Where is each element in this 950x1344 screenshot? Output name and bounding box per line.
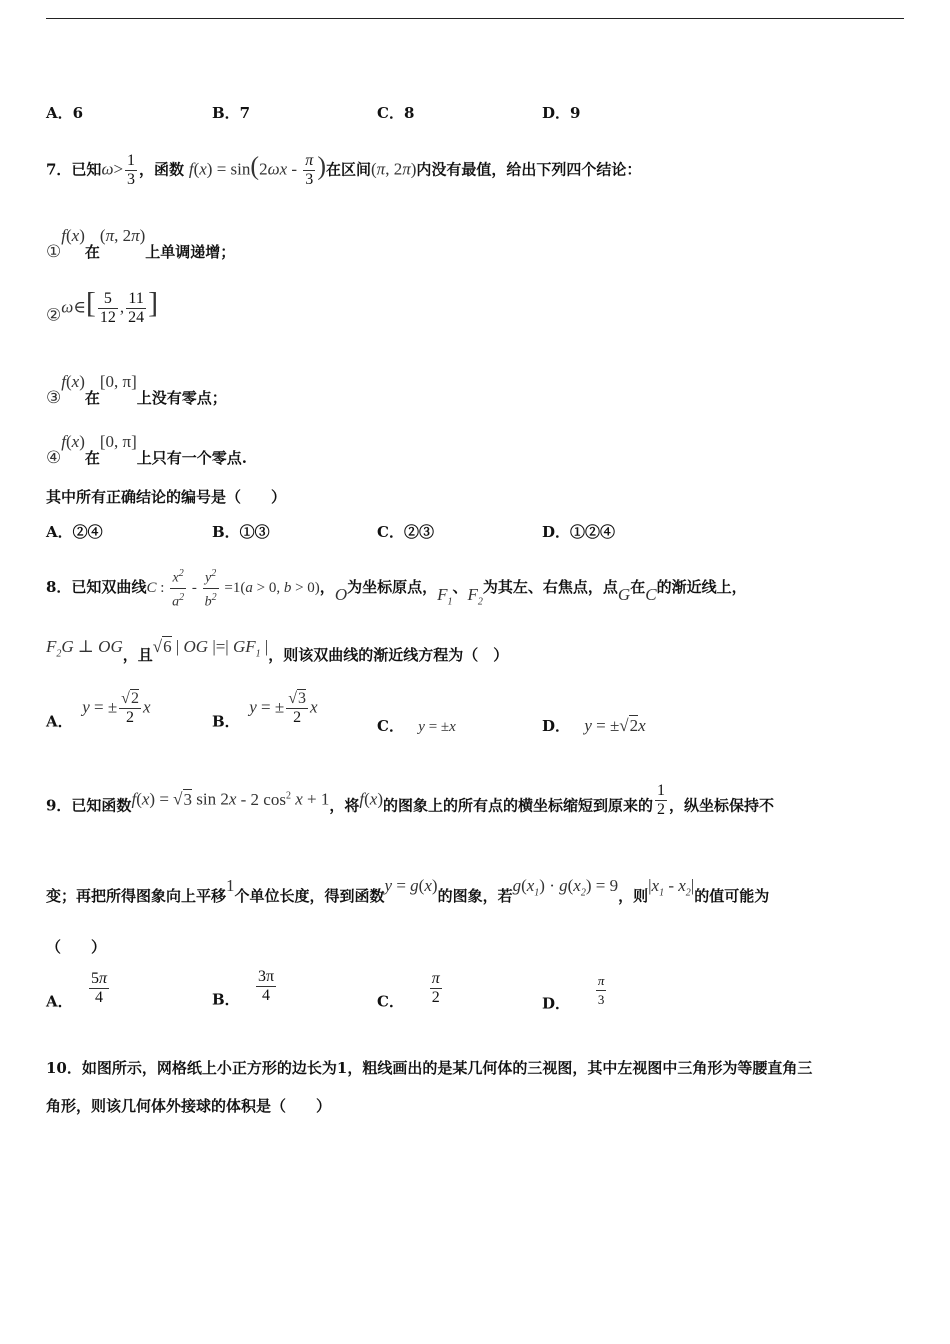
q8-stem-line2: $F_2G$ ⊥ OG，且√6 | OG |=| $GF_1$ |，则该双曲线的渐近线方程为（ ）: [46, 637, 509, 664]
q6-option-d: D．9: [542, 104, 581, 122]
q9-stem-line3: （ ）: [46, 938, 107, 956]
q8-stem-line1: 8．已知双曲线C : $\frac{x^2}{a^2}$ - $\frac{y^2}{b^2}$ =1(a > 0, b > 0)，O为坐标原点，$F_1$、$F_2$为其左、右焦点，点G在C的渐近线上，: [46, 565, 747, 613]
header-rule: [46, 18, 904, 19]
q9-option-a: A． $\frac{5\pi}{4}$: [46, 970, 107, 1011]
q8-option-d: D． y = ±√2x: [542, 716, 646, 735]
q7-statement-2: ②ω∈[ $\frac{5}{12}$ , $\frac{11}{24}$ ]: [46, 286, 159, 326]
q7-option-a: A．②④: [46, 523, 103, 541]
q7-option-c: C．②③: [377, 523, 434, 541]
q8-option-a: A． y = ± $\frac{√2}{2}$ x: [46, 690, 151, 731]
q9-option-c: C． $\frac{\pi}{2}$: [377, 970, 440, 1011]
q7-question: 其中所有正确结论的编号是（ ）: [46, 488, 287, 506]
q8-option-c: C． y = ±x: [377, 717, 456, 735]
q7-statement-3: ③f(x)在[0, π]上没有零点；: [46, 372, 227, 407]
q7-stem: 7．已知ω> $\frac{1}{3}$ ，函数 f(x) = sin(2ωx - $\frac{\pi}{3}$ )在区间(π, 2π)内没有最值，给出下列四个结论：: [46, 151, 642, 188]
q9-stem-line1: 9．已知函数f(x) = √3 sin 2x - 2 $\cos^2 x + 1$，将f(x)的图象上的所有点的横坐标缩短到原来的 $\frac{1}{2}$ ，纵坐标保持不: [46, 782, 775, 818]
q6-option-a: A．6: [46, 104, 84, 122]
q9-option-d: D． $\frac{\pi}{3}$: [542, 973, 605, 1013]
q9-option-b: B． $\frac{3\pi}{4}$: [212, 968, 275, 1009]
q6-option-c: C．8: [377, 104, 415, 122]
q10-stem-line2: 角形，则该几何体外接球的体积是（ ）: [46, 1097, 332, 1115]
q8-option-b: B． y = ± $\frac{√3}{2}$ x: [212, 690, 318, 731]
q9-stem-line2: 变；再把所得图象向上平移1个单位长度，得到函数y = g(x)的图象，若$g(x_1) \cdot g(x_2) = 9$，则$|x_1 - x_2|$的值可能为: [46, 876, 770, 905]
q10-stem-line1: 10．如图所示，网格纸上小正方形的边长为1，粗线画出的是某几何体的三视图，其中左视图中三角形为等腰直角三: [46, 1059, 813, 1077]
q7-statement-1: ①f(x)在(π, 2π)上单调递增；: [46, 226, 236, 261]
q7-statement-4: ④f(x)在[0, π]上只有一个零点.: [46, 432, 248, 467]
q7-option-b: B．①③: [212, 523, 270, 541]
q7-option-d: D．①②④: [542, 523, 616, 541]
q6-option-b: B．7: [212, 104, 251, 122]
